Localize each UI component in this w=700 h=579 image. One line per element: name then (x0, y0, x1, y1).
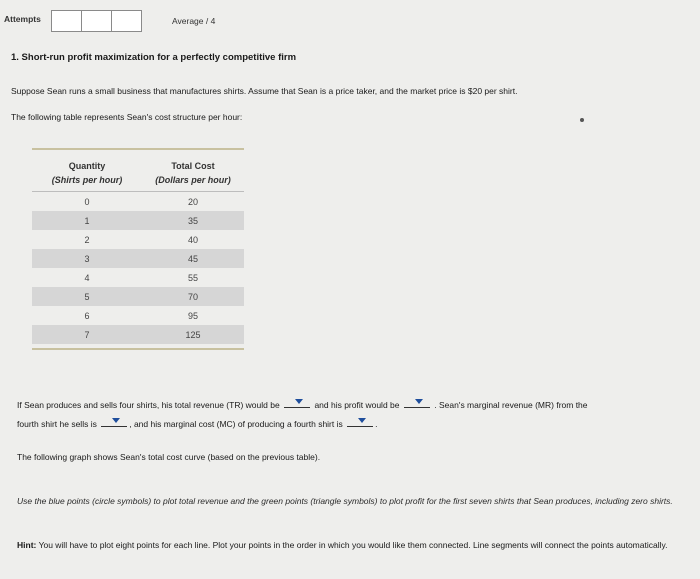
hint-label: Hint: (17, 540, 37, 550)
total-cost-cell: 95 (187, 310, 198, 321)
hint-text: You will have to plot eight points for each line. Plot your points in the order in which you would like them connected. Line segments will connect the points automatically. (38, 540, 668, 550)
attempt-box-1 (51, 10, 82, 32)
table-intro: The following table represents Sean's cost structure per hour: (11, 112, 243, 122)
question-intro: Suppose Sean runs a small business that manufactures shirts. Assume that Sean is a price taker, and the market price is $20 per shirt. (11, 86, 518, 96)
quantity-cell: 4 (84, 272, 90, 283)
marginal-revenue-dropdown[interactable] (101, 416, 127, 427)
fill-in-paragraph (17, 396, 687, 434)
dropdown-arrow-icon (358, 418, 366, 423)
quantity-cell: 6 (84, 310, 90, 321)
total-revenue-dropdown[interactable] (284, 397, 310, 408)
table-row (32, 287, 244, 306)
fill-in-text: and his profit would be (314, 400, 400, 410)
attempt-box-3 (111, 10, 142, 32)
average-label: Average / 4 (172, 16, 216, 26)
quantity-cell: 7 (84, 329, 90, 340)
quantity-header-title: Quantity (68, 161, 106, 171)
fill-in-text: . Sean's marginal revenue (MR) from the (434, 400, 588, 410)
cost-table (32, 148, 244, 350)
total-cost-header (142, 159, 244, 187)
quantity-cell: 2 (84, 234, 90, 245)
total-cost-cell: 55 (187, 272, 198, 283)
dropdown-arrow-icon (415, 399, 423, 404)
plot-instructions: Use the blue points (circle symbols) to plot total revenue and the green points (triangle symbols) to plot profit for the first seven shirts that Sean produces, including zero shirts. (17, 496, 673, 506)
quantity-cell: 0 (84, 196, 90, 207)
table-header (32, 150, 244, 187)
total-cost-cell: 45 (187, 253, 198, 264)
marker-dot (580, 118, 584, 122)
attempts-label: Attempts (4, 14, 41, 24)
table-row (32, 249, 244, 268)
fill-in-text: fourth shirt he sells is (17, 419, 97, 429)
total-cost-header-title: Total Cost (171, 161, 215, 171)
attempt-box-2 (81, 10, 112, 32)
table-bottom-rule (32, 348, 244, 350)
total-cost-cell: 35 (187, 215, 198, 226)
total-cost-cell: 20 (187, 196, 198, 207)
table-row (32, 325, 244, 344)
fill-in-text: . (375, 419, 378, 429)
question-title: 1. Short-run profit maximization for a perfectly competitive firm (11, 52, 297, 63)
quantity-cell: 3 (84, 253, 90, 264)
quantity-header-unit: (Shirts per hour) (51, 175, 123, 185)
total-cost-cell: 40 (187, 234, 198, 245)
marginal-cost-dropdown[interactable] (347, 416, 373, 427)
quantity-cell: 5 (84, 291, 90, 302)
fill-in-text: , and his marginal cost (MC) of producing a fourth shirt is (129, 419, 343, 429)
total-cost-header-unit: (Dollars per hour) (155, 175, 231, 185)
fill-in-text: If Sean produces and sells four shirts, his total revenue (TR) would be (17, 400, 280, 410)
dropdown-arrow-icon (112, 418, 120, 423)
total-cost-cell: 70 (187, 291, 198, 302)
table-row (32, 268, 244, 287)
hint (17, 536, 692, 555)
table-row (32, 306, 244, 325)
dropdown-arrow-icon (295, 399, 303, 404)
quantity-header (32, 159, 142, 187)
table-row (32, 192, 244, 211)
graph-intro: The following graph shows Sean's total cost curve (based on the previous table). (17, 452, 321, 462)
profit-dropdown[interactable] (404, 397, 430, 408)
table-row (32, 211, 244, 230)
total-cost-cell: 125 (185, 329, 201, 340)
quantity-cell: 1 (84, 215, 90, 226)
table-row (32, 230, 244, 249)
